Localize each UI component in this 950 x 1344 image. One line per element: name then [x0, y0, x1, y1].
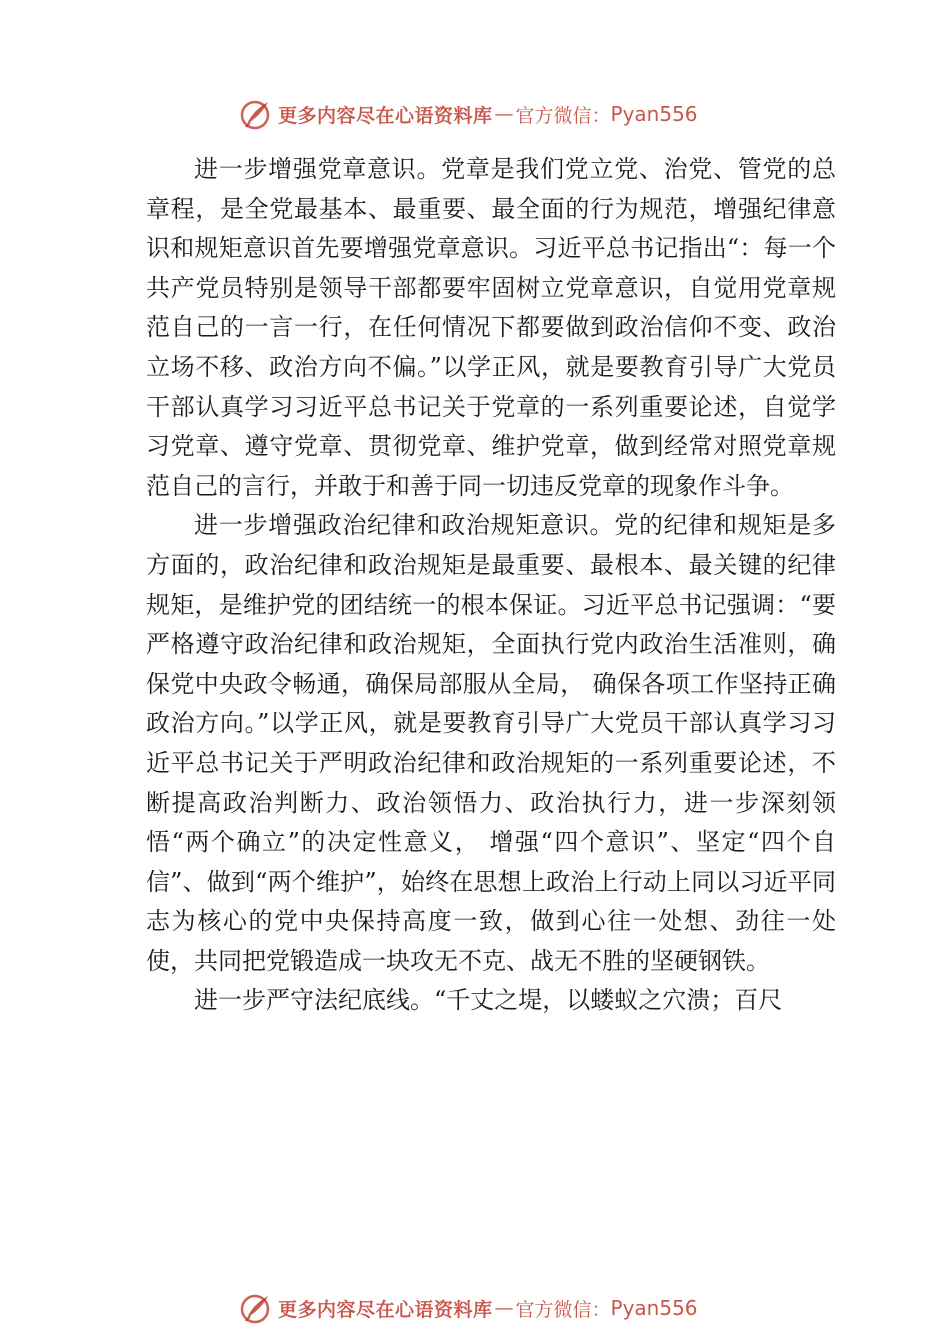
footer-brand-text: 更多内容尽在心语资料库 [278, 1298, 493, 1321]
header-wechat-id: Pyan556 [610, 102, 698, 126]
header-dash: — [494, 103, 514, 125]
footer-wechat-id: Pyan556 [610, 1296, 698, 1320]
header-wechat-label: 官方微信： [515, 104, 611, 127]
paragraph-party-constitution: 进一步增强党章意识。党章是我们党立党、治党、管党的总章程，是全党最基本、最重要、最全面的行为规范，增强纪律意识和规矩意识首先要增强党章意识。习近平总书记指出“：每一个共产党员特别是领导干部都要牢固树立党章意识，自觉用党章规范自己的一言一行，在任何情况下都要做到政治信仰不变、政治立场不移、政治方向不偏。”以学正风，就是要教育引导广大党员干部认真学习习近平总书记关于党章的一系列重要论述，自觉学习党章、遵守党章、贯彻党章、维护党章，做到经常对照党章规范自己的言行，并敢于和善于同一切违反党章的现象作斗争。 [146, 155, 836, 500]
paragraph-legal-bottom-line: 进一步严守法纪底线。“千丈之堤，以蝼蚁之穴溃；百尺 [194, 986, 783, 1015]
paragraph-political-discipline: 进一步增强政治纪律和政治规矩意识。党的纪律和规矩是多方面的，政治纪律和政治规矩是最重要、最根本、最关键的纪律规矩，是维护党的团结统一的根本保证。习近平总书记强调：“要严格遵守政治纪律和政治规矩，全面执行党内政治生活准则，确保党中央政令畅通，确保局部服从全局， 确保各项工作坚持正确政治方向。”以学正风，就是要教育引导广大党员干部认真学习习近平总书记关于严明政治纪律和政治规矩的一系列重要论述，不断提高政治判断力、政治领悟力、政治执行力，进一步深刻领悟“两个确立”的决定性意义， 增强“四个意识”、坚定“四个自信”、做到“两个维护”，始终在思想上政治上行动上同以习近平同志为核心的党中央保持高度一致，做到心往一处想、劲往一处使，共同把党锻造成一块攻无不克、战无不胜的坚硬钢铁。 [146, 511, 836, 975]
quill-logo-icon [238, 96, 274, 132]
header-banner [238, 94, 698, 134]
footer-banner [238, 1288, 698, 1328]
document-body [146, 150, 836, 1021]
footer-dash: — [494, 1297, 514, 1319]
quill-logo-icon [238, 1290, 274, 1326]
header-brand-text: 更多内容尽在心语资料库 [278, 104, 493, 127]
footer-wechat-label: 官方微信： [515, 1298, 611, 1321]
